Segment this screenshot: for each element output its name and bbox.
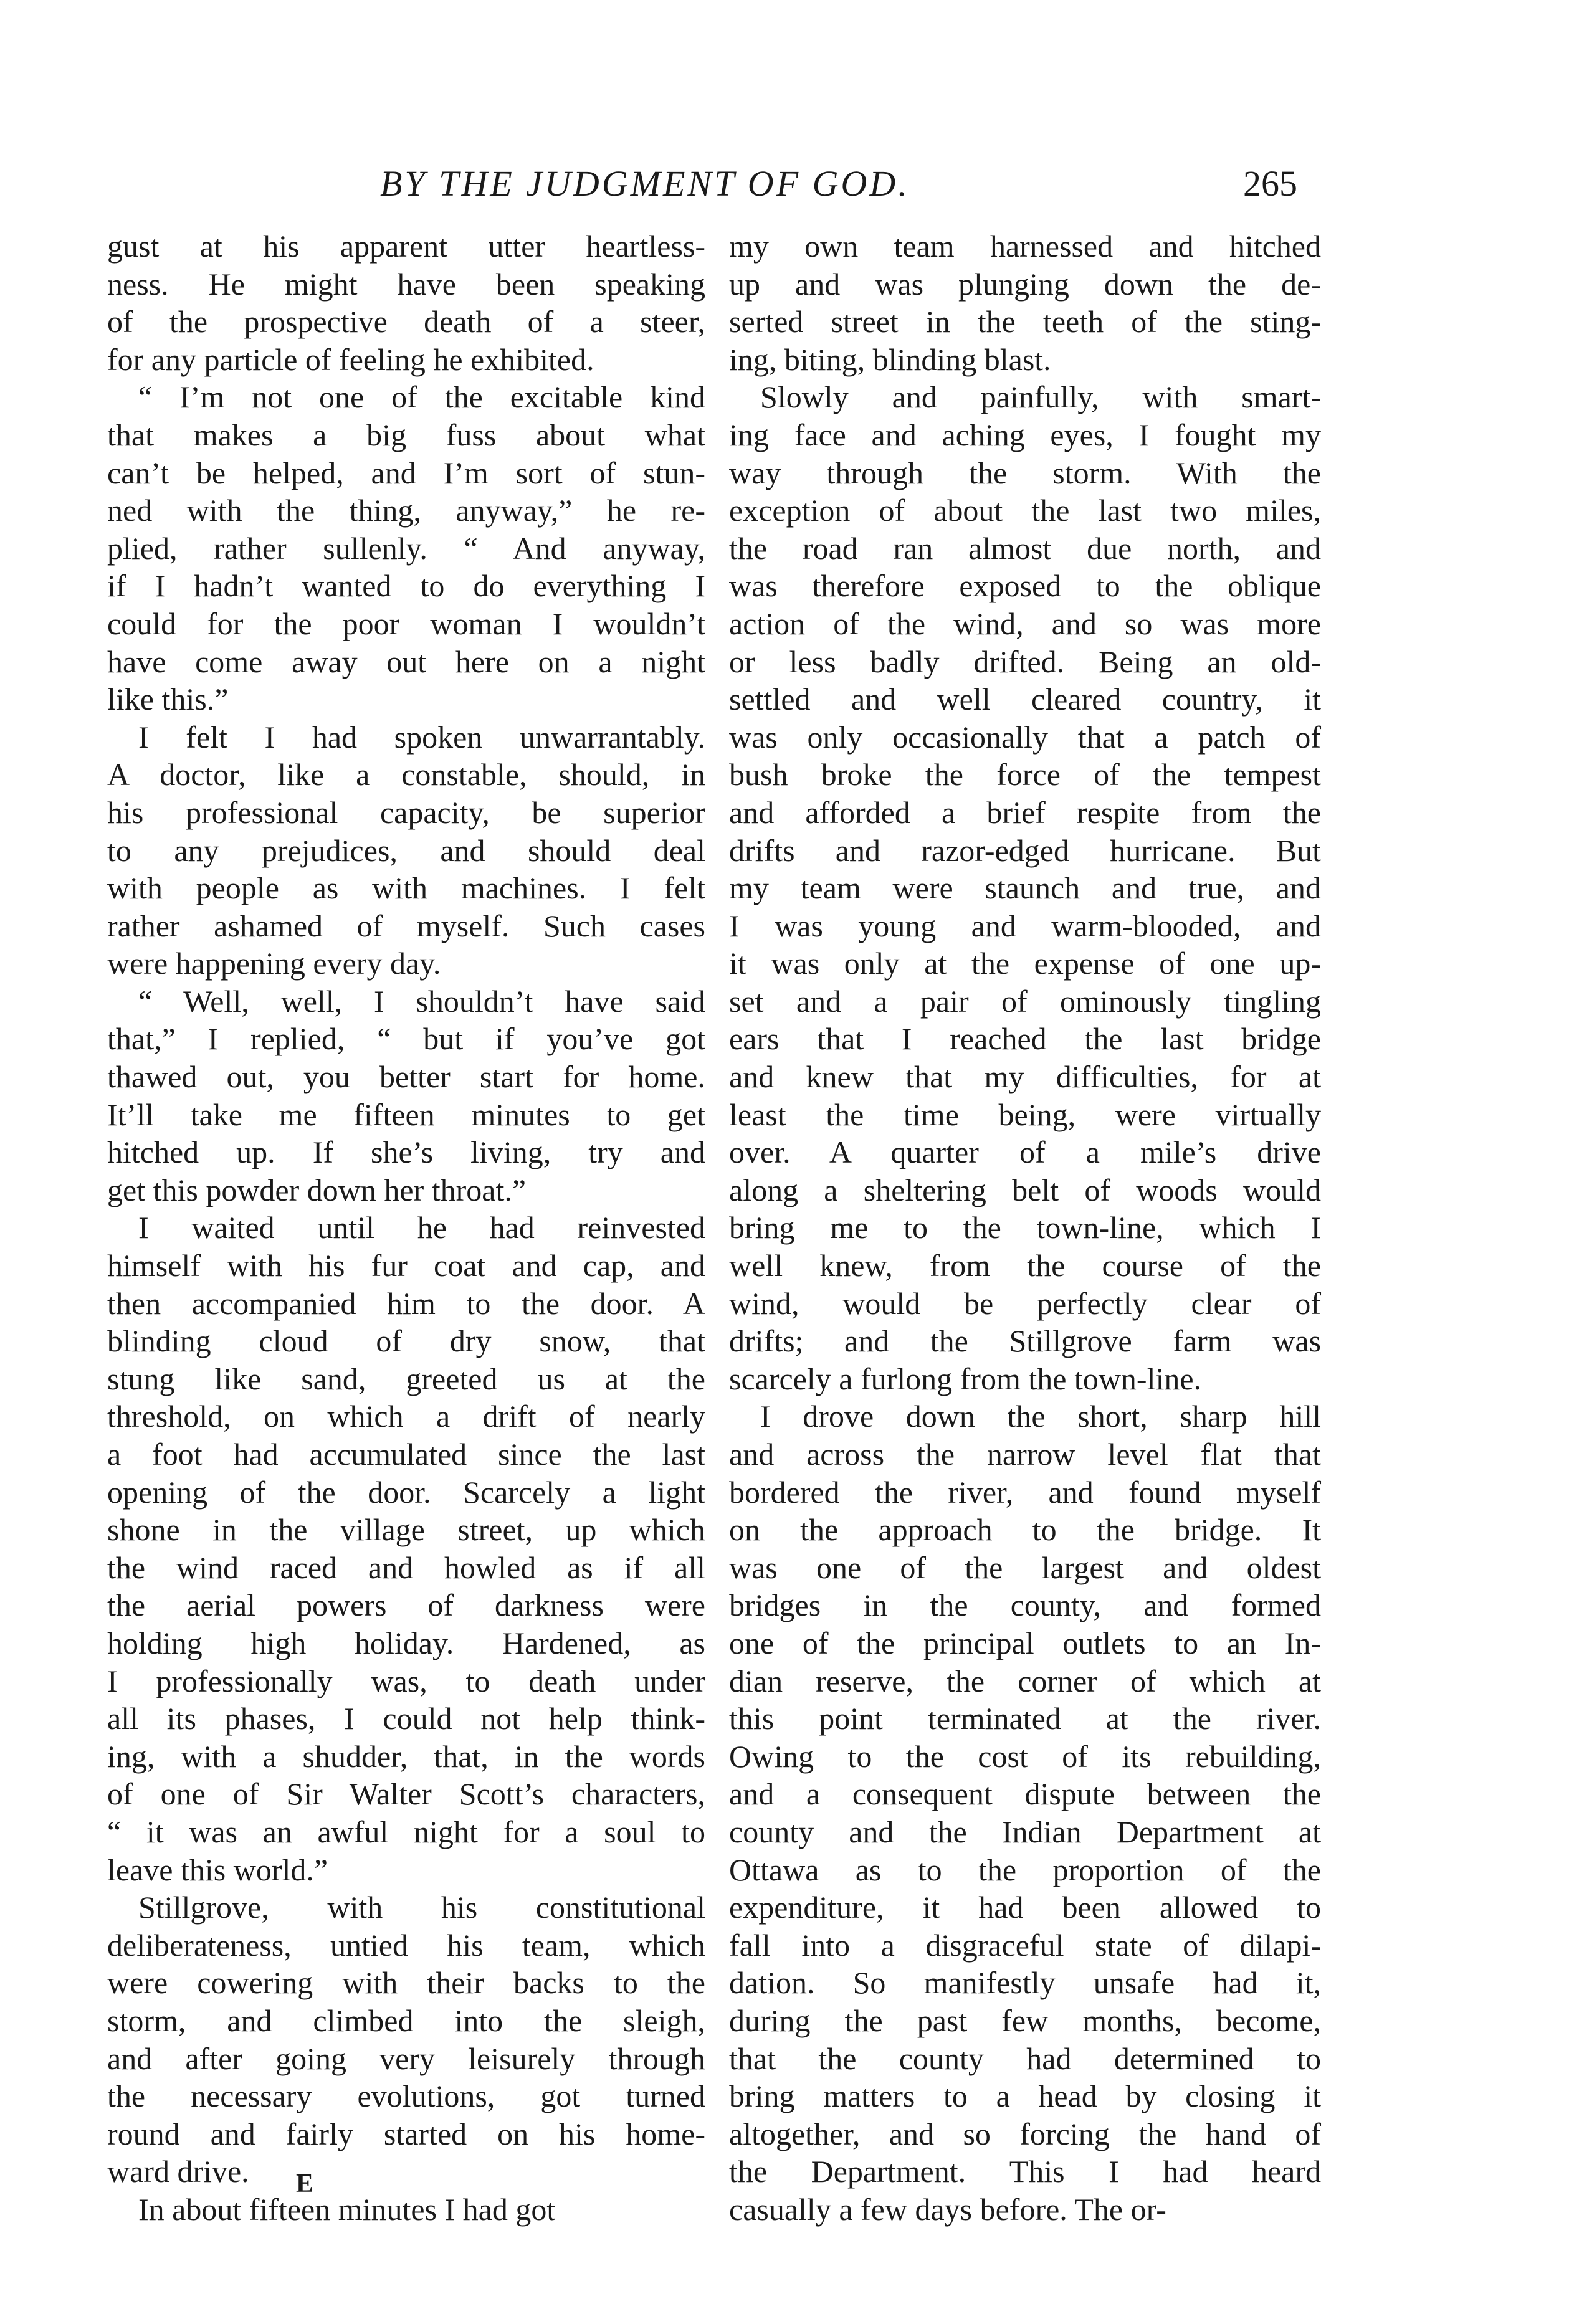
text-line: bordered the river, and found myself: [729, 1474, 1321, 1510]
text-line: serted street in the teeth of the sting-: [729, 304, 1321, 340]
text-line: “ it was an awful night for a soul to: [107, 1814, 705, 1849]
text-line: all its phases, I could not help think-: [107, 1701, 705, 1736]
text-line: were cowering with their backs to the: [107, 1965, 705, 2001]
text-line: “ I’m not one of the excitable kind: [138, 379, 705, 415]
text-line: It’ll take me fifteen minutes to get: [107, 1097, 705, 1132]
text-line: over. A quarter of a mile’s drive: [729, 1135, 1321, 1170]
text-line: opening of the door. Scarcely a light: [107, 1474, 705, 1510]
text-line: a foot had accumulated since the last: [107, 1437, 705, 1472]
text-line: bring me to the town-line, which I: [729, 1210, 1321, 1245]
text-line: and knew that my difficulties, for at: [729, 1059, 1321, 1095]
text-line: were happening every day.: [107, 946, 441, 981]
text-line: of the prospective death of a steer,: [107, 304, 705, 340]
text-line: drifts and razor-edged hurricane. But: [729, 832, 1321, 868]
text-line: ing, biting, blinding blast.: [729, 341, 1051, 377]
text-line: ned with the thing, anyway,” he re-: [107, 493, 705, 528]
text-line: gust at his apparent utter heartless-: [107, 229, 705, 264]
text-line: was one of the largest and oldest: [729, 1550, 1321, 1585]
text-line: county and the Indian Department at: [729, 1814, 1321, 1849]
text-line: and a consequent dispute between the: [729, 1776, 1321, 1812]
running-title: BY THE JUDGMENT OF GOD.: [380, 163, 910, 204]
text-line: the aerial powers of darkness were: [107, 1588, 705, 1623]
text-line: drifts; and the Stillgrove farm was: [729, 1323, 1321, 1359]
page-number: 265: [1243, 163, 1297, 204]
text-line: holding high holiday. Hardened, as: [107, 1625, 705, 1660]
text-line: bridges in the county, and formed: [729, 1588, 1321, 1623]
text-line: well knew, from the course of the: [729, 1248, 1321, 1283]
text-line: ward drive.: [107, 2154, 249, 2189]
text-line: could for the poor woman I wouldn’t: [107, 606, 705, 641]
text-line: blinding cloud of dry snow, that: [107, 1323, 705, 1359]
text-line: wind, would be perfectly clear of: [729, 1285, 1321, 1321]
text-line: of one of Sir Walter Scott’s characters,: [107, 1776, 705, 1812]
text-line: or less badly drifted. Being an old-: [729, 644, 1321, 679]
text-line: himself with his fur coat and cap, and: [107, 1248, 705, 1283]
text-line: up and was plunging down the de-: [729, 266, 1321, 302]
text-line: his professional capacity, be superior: [107, 794, 705, 830]
text-line: A doctor, like a constable, should, in: [107, 757, 705, 793]
text-line: the road ran almost due north, and: [729, 530, 1321, 566]
text-line: and across the narrow level flat that: [729, 1437, 1321, 1472]
text-line: my team were staunch and true, and: [729, 870, 1321, 906]
text-line: In about fifteen minutes I had got: [138, 2191, 556, 2227]
text-line: that makes a big fuss about what: [107, 417, 705, 452]
text-line: it was only at the expense of one up-: [729, 946, 1321, 981]
text-line: exception of about the last two miles,: [729, 493, 1321, 528]
text-line: hitched up. If she’s living, try and: [107, 1135, 705, 1170]
text-line: along a sheltering belt of woods would: [729, 1172, 1321, 1207]
text-line: deliberateness, untied his team, which: [107, 1927, 705, 1963]
text-line: action of the wind, and so was more: [729, 606, 1321, 641]
text-line: least the time being, were virtually: [729, 1097, 1321, 1132]
text-line: to any prejudices, and should deal: [107, 832, 705, 868]
text-line: Owing to the cost of its rebuilding,: [729, 1738, 1321, 1774]
text-line: plied, rather sullenly. “ And anyway,: [107, 530, 705, 566]
text-line: one of the principal outlets to an In-: [729, 1625, 1321, 1660]
text-line: Stillgrove, with his constitutional: [138, 1890, 705, 1925]
text-line: the wind raced and howled as if all: [107, 1550, 705, 1585]
text-line: Ottawa as to the proportion of the: [729, 1852, 1321, 1887]
text-line: storm, and climbed into the sleigh,: [107, 2003, 705, 2038]
text-line: have come away out here on a night: [107, 644, 705, 679]
text-line: was only occasionally that a patch of: [729, 719, 1321, 755]
text-line: I drove down the short, sharp hill: [760, 1399, 1321, 1434]
right-text-column: [729, 227, 1321, 2228]
text-line: was therefore exposed to the oblique: [729, 568, 1321, 604]
text-line: I was young and warm-blooded, and: [729, 908, 1321, 943]
text-line: that,” I replied, “ but if you’ve got: [107, 1021, 705, 1057]
text-line: dian reserve, the corner of which at: [729, 1663, 1321, 1698]
text-line: shone in the village street, up which: [107, 1512, 705, 1548]
text-line: this point terminated at the river.: [729, 1701, 1321, 1736]
text-line: with people as with machines. I felt: [107, 870, 705, 906]
text-line: way through the storm. With the: [729, 455, 1321, 490]
text-line: can’t be helped, and I’m sort of stun-: [107, 455, 705, 490]
left-text-column: [107, 227, 705, 2228]
text-line: ears that I reached the last bridge: [729, 1021, 1321, 1057]
text-line: that the county had determined to: [729, 2041, 1321, 2076]
text-line: round and fairly started on his home-: [107, 2116, 705, 2151]
text-line: altogether, and so forcing the hand of: [729, 2116, 1321, 2151]
text-line: my own team harnessed and hitched: [729, 229, 1321, 264]
text-line: expenditure, it had been allowed to: [729, 1890, 1321, 1925]
text-line: settled and well cleared country, it: [729, 682, 1321, 717]
signature-mark: E: [296, 2169, 314, 2198]
text-line: thawed out, you better start for home.: [107, 1059, 705, 1095]
text-line: rather ashamed of myself. Such cases: [107, 908, 705, 943]
text-line: stung like sand, greeted us at the: [107, 1361, 705, 1396]
text-line: the necessary evolutions, got turned: [107, 2079, 705, 2114]
text-line: for any particle of feeling he exhibited.: [107, 341, 594, 377]
text-line: ness. He might have been speaking: [107, 266, 705, 302]
text-line: if I hadn’t wanted to do everything I: [107, 568, 705, 604]
text-line: I waited until he had reinvested: [138, 1210, 705, 1245]
text-line: get this powder down her throat.”: [107, 1172, 527, 1207]
text-line: fall into a disgraceful state of dilapi-: [729, 1927, 1321, 1963]
text-line: I professionally was, to death under: [107, 1663, 705, 1698]
text-line: during the past few months, become,: [729, 2003, 1321, 2038]
text-line: ing face and aching eyes, I fought my: [729, 417, 1321, 452]
text-line: like this.”: [107, 682, 229, 717]
text-line: leave this world.”: [107, 1852, 328, 1887]
text-line: and afforded a brief respite from the: [729, 794, 1321, 830]
text-line: threshold, on which a drift of nearly: [107, 1399, 705, 1434]
text-line: dation. So manifestly unsafe had it,: [729, 1965, 1321, 2001]
text-line: then accompanied him to the door. A: [107, 1285, 705, 1321]
text-line: and after going very leisurely through: [107, 2041, 705, 2076]
running-head: [0, 159, 1569, 209]
text-line: casually a few days before. The or-: [729, 2191, 1166, 2227]
text-line: bring matters to a head by closing it: [729, 2079, 1321, 2114]
text-line: I felt I had spoken unwarrantably.: [138, 719, 705, 755]
text-line: “ Well, well, I shouldn’t have said: [138, 983, 705, 1019]
text-line: set and a pair of ominously tingling: [729, 983, 1321, 1019]
text-line: scarcely a furlong from the town-line.: [729, 1361, 1202, 1396]
text-line: the Department. This I had heard: [729, 2154, 1321, 2189]
text-line: Slowly and painfully, with smart-: [760, 379, 1321, 415]
text-line: bush broke the force of the tempest: [729, 757, 1321, 793]
text-line: on the approach to the bridge. It: [729, 1512, 1321, 1548]
text-line: ing, with a shudder, that, in the words: [107, 1738, 705, 1774]
